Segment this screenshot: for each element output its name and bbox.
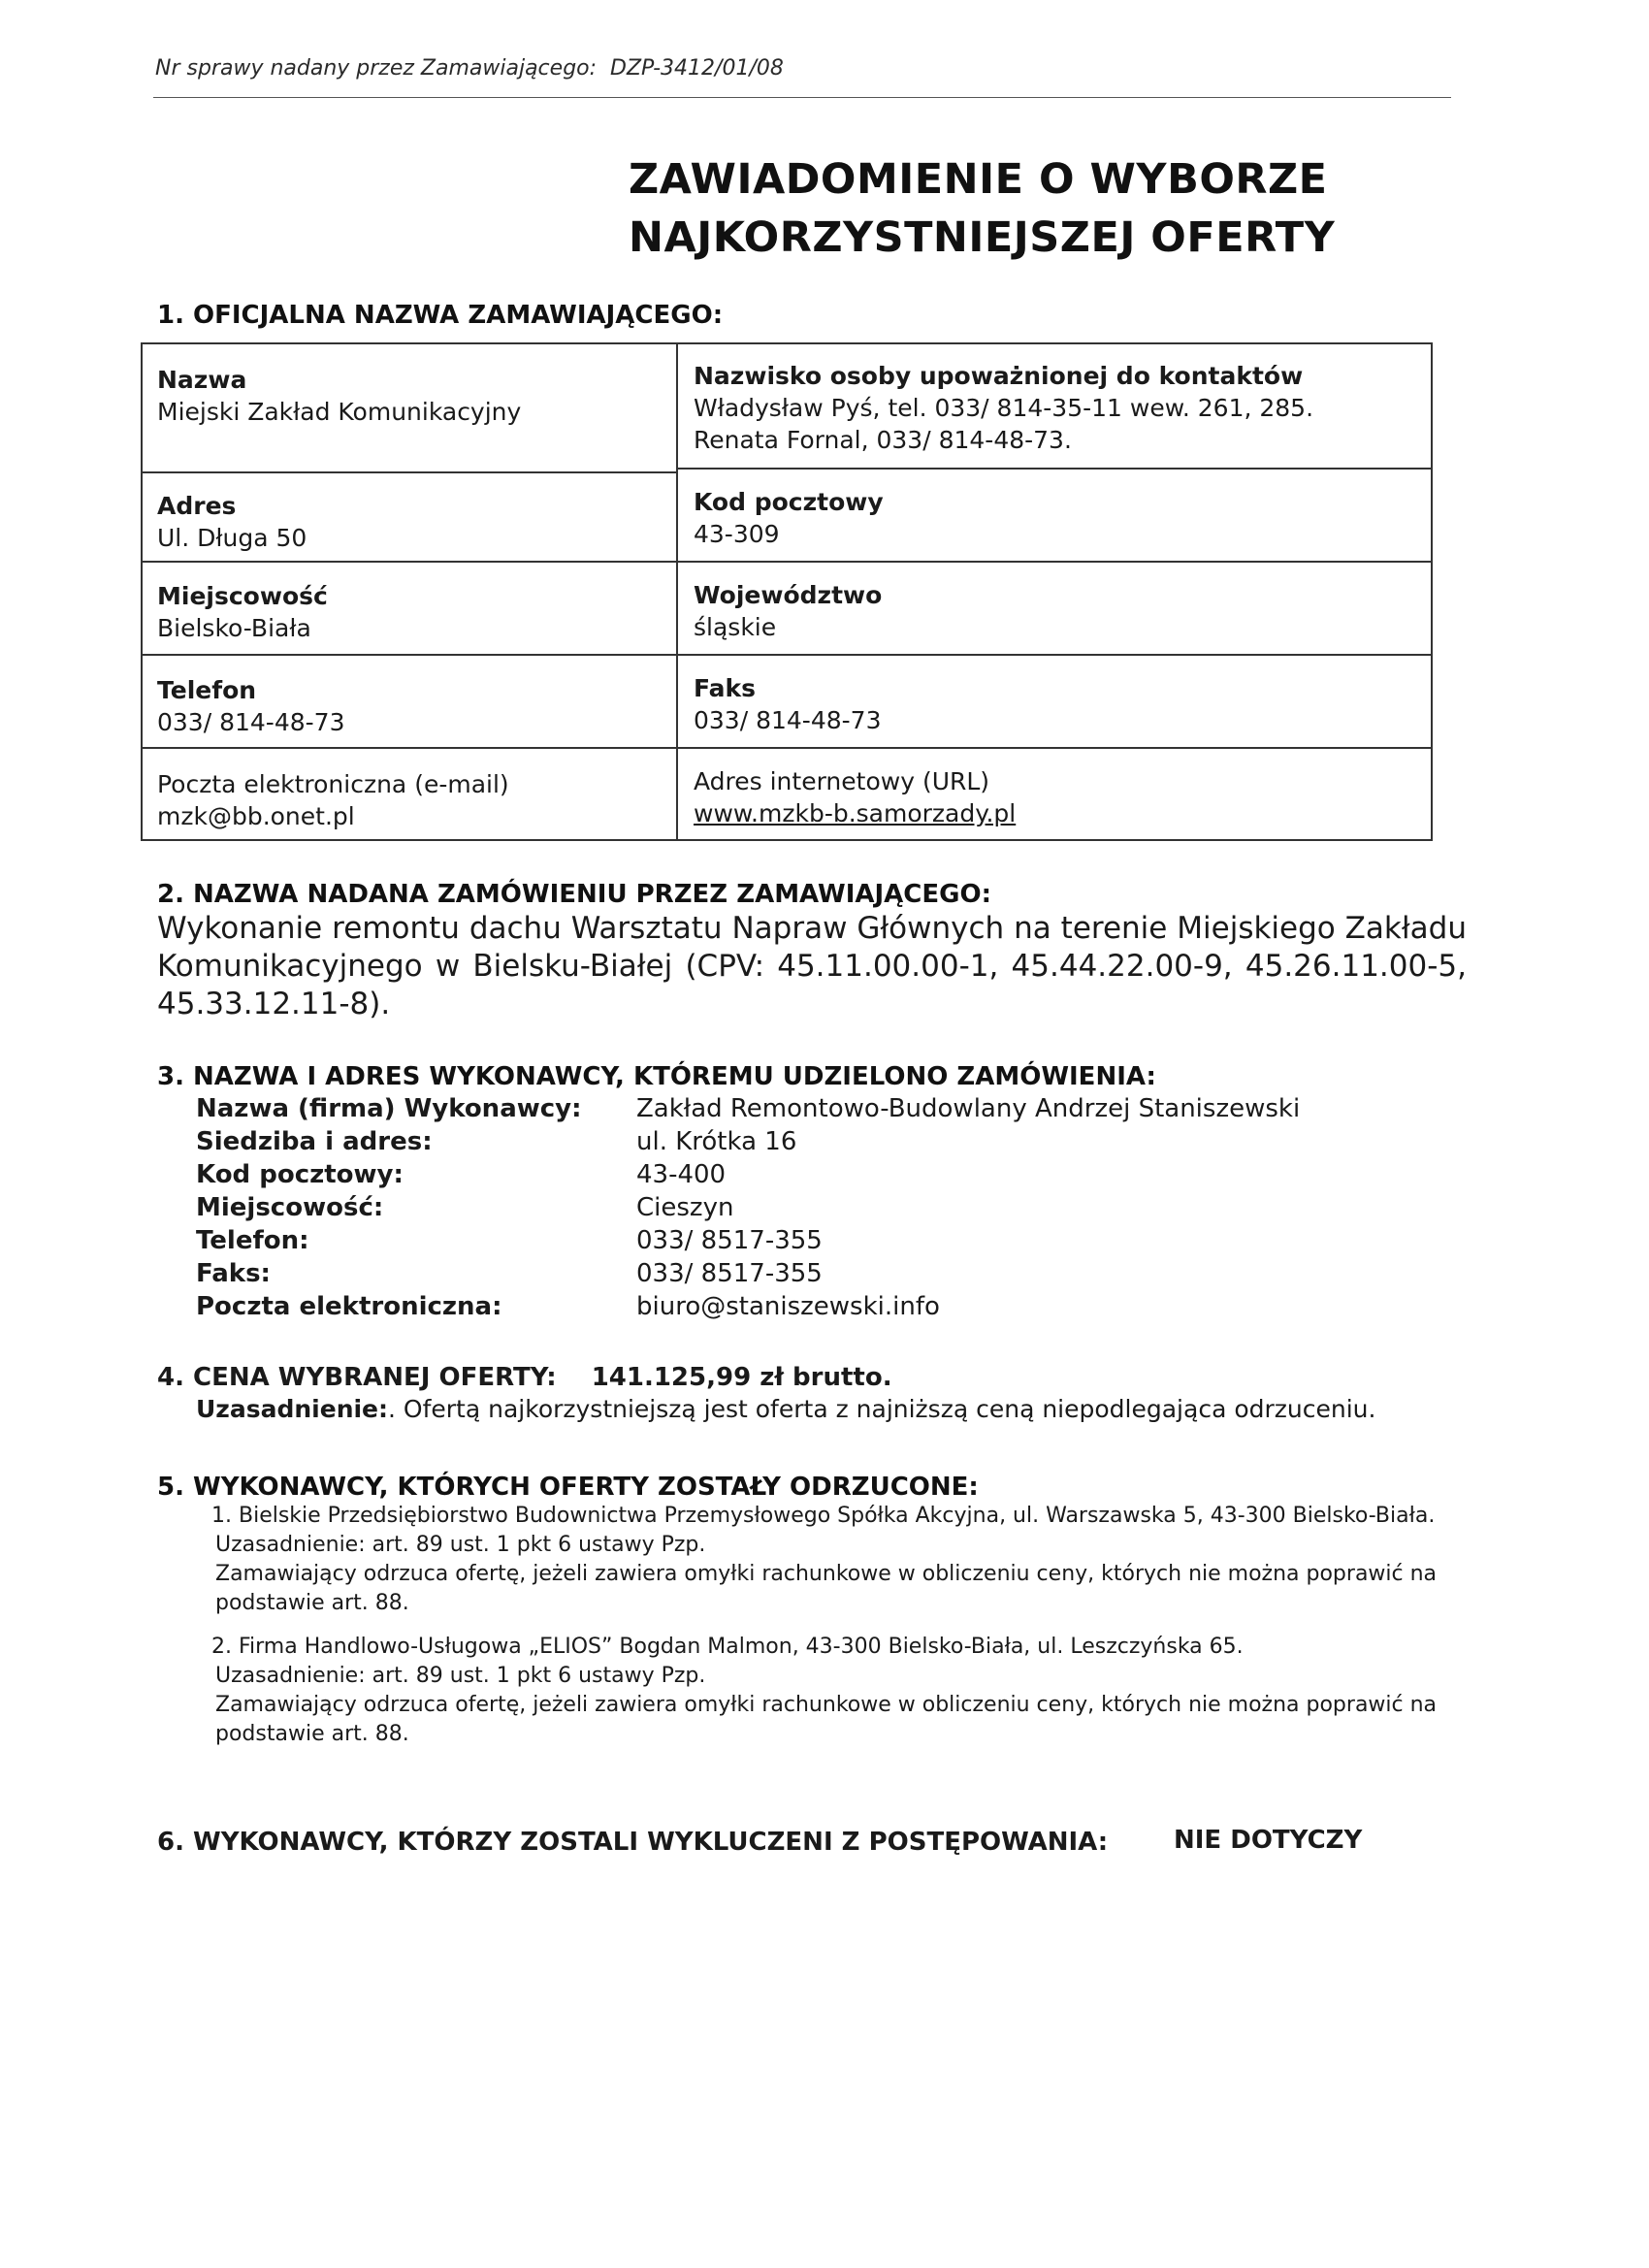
contractor-row — [196, 1191, 1300, 1224]
rejected-item-reason: Zamawiający odrzuca ofertę, jeżeli zawiera omyłki rachunkowe w obliczeniu ceny, których nie można poprawić na — [215, 1693, 1438, 1717]
phone-value: 033/ 814-48-73 — [157, 708, 345, 736]
order-name-text: Wykonanie remontu dachu Warsztatu Napraw Głównych na terenie Miejskiego Zakładu Komunikacyjnego w Bielsku-Białej (CPV: 45.11.00.00-1, 45.44.22.00-9, 45.26.11.00-5, 45.33.12.11-8). — [157, 911, 1467, 1021]
price-amount: 141.125,99 zł brutto. — [591, 1363, 892, 1392]
document-title — [629, 150, 1335, 267]
case-reference-label: Nr sprawy nadany przez Zamawiającego: — [155, 56, 598, 81]
case-reference — [155, 56, 784, 81]
contractor-label: Faks: — [196, 1259, 271, 1288]
contractor-row — [196, 1158, 1300, 1191]
section2-heading: 2. NAZWA NADANA ZAMÓWIENIU PRZEZ ZAMAWIAJĄCEGO: — [157, 880, 991, 909]
table-cell-contact — [694, 360, 1313, 456]
contractor-value: ul. Krótka 16 — [636, 1127, 797, 1156]
table-cell-url — [694, 765, 1016, 829]
contractor-label: Telefon: — [196, 1226, 309, 1255]
province-value: śląskie — [694, 613, 777, 641]
case-reference-number: DZP-3412/01/08 — [610, 56, 784, 81]
table-divider — [143, 471, 676, 473]
province-label: Województwo — [694, 581, 883, 609]
table-cell-address — [157, 490, 307, 554]
email-label: Poczta elektroniczna (e-mail) — [157, 770, 509, 798]
section3-heading: 3. NAZWA I ADRES WYKONAWCY, KTÓREMU UDZIELONO ZAMÓWIENIA: — [157, 1062, 1156, 1091]
table-divider — [143, 654, 1431, 656]
table-divider — [676, 468, 1433, 470]
contractor-label: Poczta elektroniczna: — [196, 1292, 502, 1321]
contact-line2: Renata Fornal, 033/ 814-48-73. — [694, 426, 1072, 454]
contractor-value: 43-400 — [636, 1160, 727, 1189]
contractor-label: Nazwa (firma) Wykonawcy: — [196, 1094, 582, 1123]
rejected-item-title: 2. Firma Handlowo-Usługowa „ELIOS” Bogdan Malmon, 43-300 Bielsko-Biała, ul. Leszczyńska 65. — [211, 1635, 1244, 1659]
name-label: Nazwa — [157, 366, 247, 394]
contractor-value: 033/ 8517-355 — [636, 1226, 823, 1255]
table-cell-email — [157, 768, 509, 832]
contractor-row — [196, 1290, 1300, 1323]
justification-text: . Ofertą najkorzystniejszą jest oferta z najniższą ceną niepodlegająca odrzuceniu. — [388, 1395, 1376, 1423]
address-label: Adres — [157, 492, 237, 520]
document-title-line1: ZAWIADOMIENIE O WYBORZE — [629, 155, 1328, 204]
phone-label: Telefon — [157, 676, 257, 704]
rejected-item-reason: Zamawiający odrzuca ofertę, jeżeli zawiera omyłki rachunkowe w obliczeniu ceny, których nie można poprawić na — [215, 1562, 1438, 1586]
section6-heading: 6. WYKONAWCY, KTÓRZY ZOSTALI WYKLUCZENI Z POSTĘPOWANIA: — [157, 1828, 1109, 1857]
rejected-item — [211, 1633, 1472, 1749]
rejected-item-basis: Uzasadnienie: art. 89 ust. 1 pkt 6 ustawy Pzp. — [215, 1533, 706, 1557]
table-cell-city — [157, 580, 328, 644]
contact-label: Nazwisko osoby upoważnionej do kontaktów — [694, 362, 1304, 390]
table-divider — [143, 561, 1431, 563]
table-cell-name — [157, 364, 521, 428]
section4-heading — [157, 1363, 892, 1392]
section5-heading: 5. WYKONAWCY, KTÓRYCH OFERTY ZOSTAŁY ODRZUCONE: — [157, 1473, 979, 1502]
contractor-row — [196, 1092, 1300, 1125]
contractor-row — [196, 1257, 1300, 1290]
table-cell-postal — [694, 486, 884, 550]
postal-value: 43-309 — [694, 520, 780, 548]
contractor-value: Cieszyn — [636, 1193, 734, 1222]
table-cell-fax — [694, 672, 881, 736]
section1-heading: 1. OFICJALNA NAZWA ZAMAWIAJĄCEGO: — [157, 301, 724, 330]
rejected-item-reason-cont: podstawie art. 88. — [215, 1591, 409, 1615]
rejected-item-reason-cont: podstawie art. 88. — [215, 1722, 409, 1746]
contractor-row — [196, 1224, 1300, 1257]
section6-value: NIE DOTYCZY — [1174, 1826, 1363, 1855]
price-heading: 4. CENA WYBRANEJ OFERTY: — [157, 1363, 557, 1392]
rejected-item-basis: Uzasadnienie: art. 89 ust. 1 pkt 6 ustawy Pzp. — [215, 1664, 706, 1688]
header-divider — [153, 97, 1451, 98]
fax-value: 033/ 814-48-73 — [694, 706, 882, 734]
rejected-item — [211, 1502, 1472, 1618]
contractor-label: Siedziba i adres: — [196, 1127, 433, 1156]
city-label: Miejscowość — [157, 582, 328, 610]
contractor-label: Miejscowość: — [196, 1193, 384, 1222]
city-value: Bielsko-Biała — [157, 614, 311, 642]
contractor-label: Kod pocztowy: — [196, 1160, 404, 1189]
fax-label: Faks — [694, 674, 756, 702]
url-label: Adres internetowy (URL) — [694, 767, 990, 795]
name-value: Miejski Zakład Komunikacyjny — [157, 398, 522, 426]
table-cell-phone — [157, 674, 344, 738]
contractor-value: 033/ 8517-355 — [636, 1259, 823, 1288]
url-link[interactable]: www.mzkb-b.samorzady.pl — [694, 799, 1017, 827]
price-justification — [196, 1395, 1375, 1423]
rejected-item-title: 1. Bielskie Przedsiębiorstwo Budownictwa Przemysłowego Spółka Akcyjna, ul. Warszawska 5, 43-300 Bielsko-Biała. — [211, 1504, 1436, 1528]
contractor-value: biuro@staniszewski.info — [636, 1292, 940, 1321]
document-title-line2: NAJKORZYSTNIEJSZEJ OFERTY — [629, 213, 1336, 262]
table-divider-vertical — [676, 344, 678, 839]
contractor-value: Zakład Remontowo-Budowlany Andrzej Staniszewski — [636, 1094, 1301, 1123]
postal-label: Kod pocztowy — [694, 488, 884, 516]
email-value: mzk@bb.onet.pl — [157, 802, 355, 830]
address-value: Ul. Długa 50 — [157, 524, 307, 552]
contracting-authority-table — [141, 342, 1433, 841]
table-cell-province — [694, 579, 882, 643]
table-divider — [143, 747, 1431, 749]
contractor-row — [196, 1125, 1300, 1158]
contractor-details — [196, 1092, 1300, 1323]
contact-line1: Władysław Pyś, tel. 033/ 814-35-11 wew. 261, 285. — [694, 394, 1314, 422]
justification-label: Uzasadnienie: — [196, 1395, 389, 1423]
